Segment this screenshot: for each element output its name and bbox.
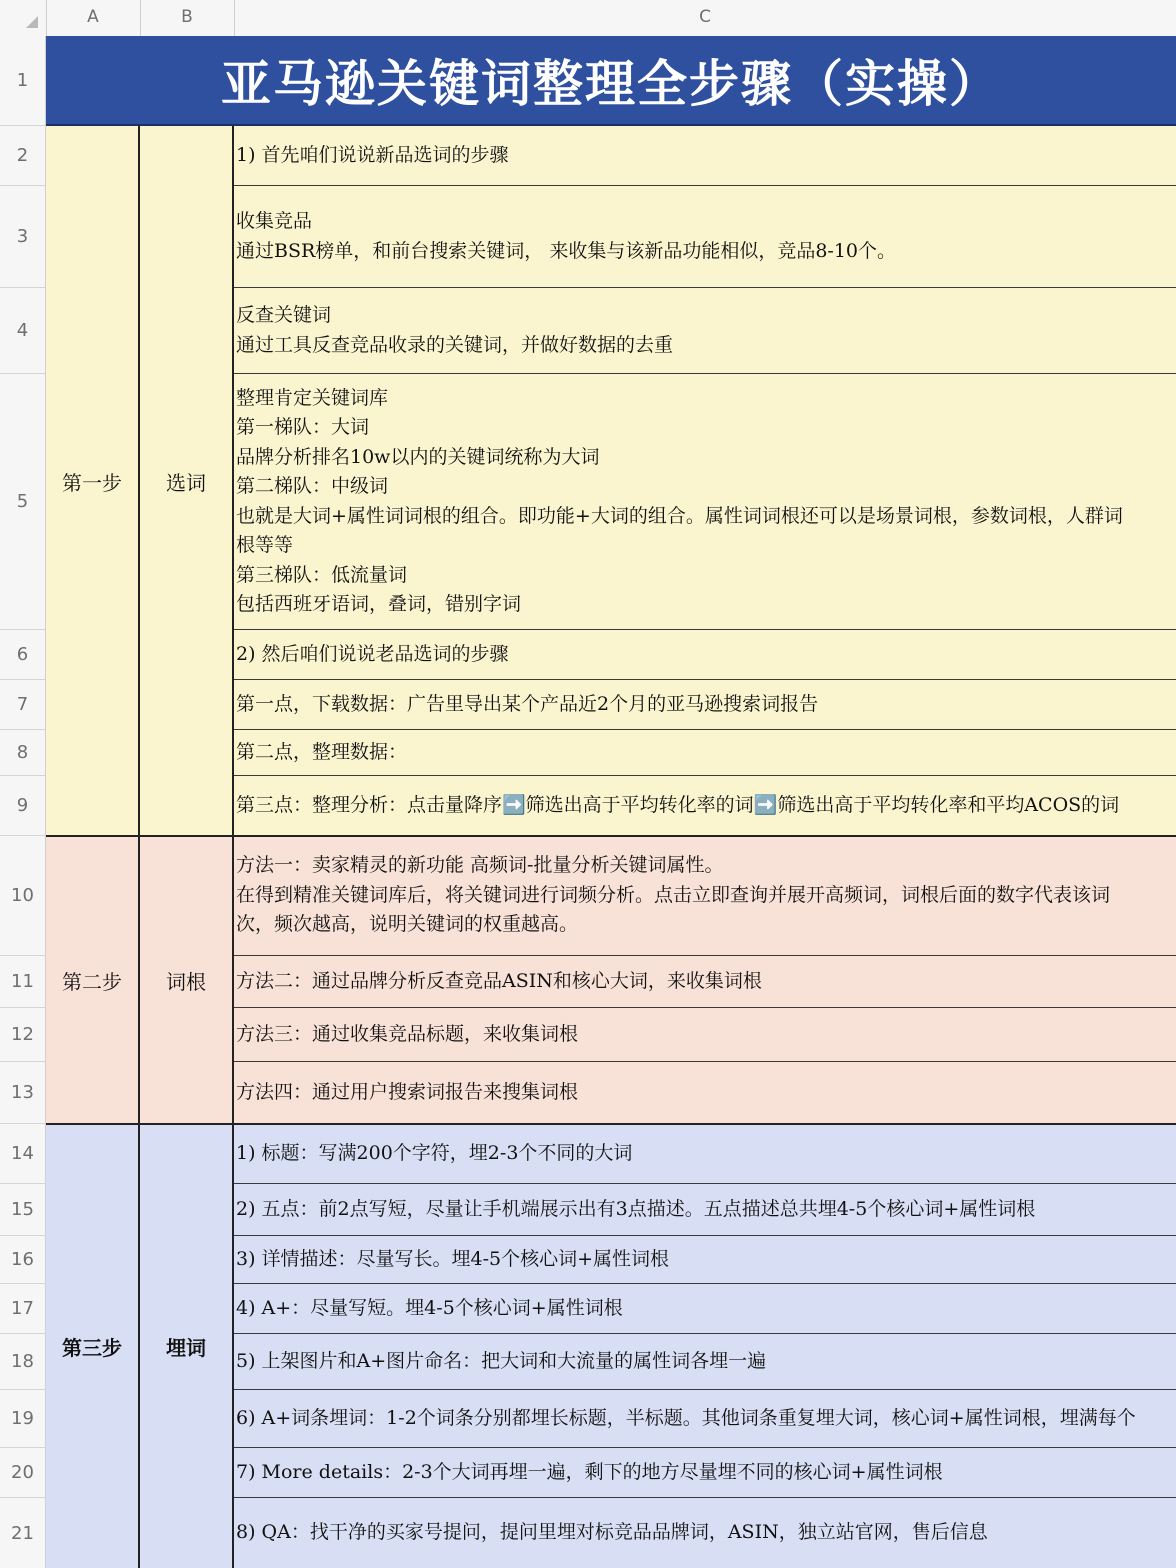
cell-c2[interactable] [234, 126, 1176, 186]
row-header-3[interactable]: 3 [0, 186, 46, 288]
cell-line: 第二点，整理数据： [236, 740, 408, 763]
cell-c11[interactable] [234, 956, 1176, 1008]
cell-line: 方法三：通过收集竞品标题，来收集词根 [236, 1022, 579, 1045]
section-divider [46, 835, 1176, 837]
step1-label[interactable]: 第一步 [46, 126, 140, 836]
column-header-c[interactable]: C [699, 7, 711, 27]
cell-line: 包括西班牙语词，叠词，错别字词 [236, 593, 522, 615]
cell-c13[interactable] [234, 1062, 1176, 1124]
select-all-corner[interactable] [0, 0, 47, 36]
step3-label[interactable]: 第三步 [46, 1124, 140, 1568]
cell-c10[interactable] [234, 836, 1176, 956]
row-header-21[interactable]: 21 [0, 1498, 46, 1568]
row-header-11[interactable]: 11 [0, 956, 46, 1008]
cell-line: 第三梯队：低流量词 [236, 563, 408, 586]
cell-line: 也就是大词+属性词词根的组合。即功能+大词的组合。属性词词根还可以是场景词根，参数词根，人群词 [236, 504, 1123, 527]
cell-line: 第一点，下载数据：广告里导出某个产品近2个月的亚马逊搜索词报告 [236, 692, 819, 715]
cell-c20[interactable] [234, 1448, 1176, 1498]
cell-line: 根等等 [236, 534, 294, 556]
cell-line: 第三点：整理分析：点击量降序➡️筛选出高于平均转化率的词➡️筛选出高于平均转化率和平均ACOS的词 [236, 793, 1120, 816]
cell-line: 5) 上架图片和A+图片命名：把大词和大流量的属性词各埋一遍 [236, 1349, 767, 1372]
row-header-16[interactable]: 16 [0, 1236, 46, 1284]
cell-line: 第二梯队：中级词 [236, 475, 389, 497]
cell-c5[interactable] [234, 374, 1176, 630]
cell-line: 在得到精准关键词库后，将关键词进行词频分析。点击立即查询并展开高频词，词根后面的数字代表该词 [236, 883, 1111, 906]
cell-line: 1) 标题：写满200个字符，埋2-3个不同的大词 [236, 1141, 633, 1164]
cell-line: 1) 首先咱们说说新品选词的步骤 [236, 143, 509, 166]
cell-c12[interactable] [234, 1008, 1176, 1062]
step2-category[interactable]: 词根 [140, 836, 234, 1124]
cell-line: 8) QA：找干净的买家号提问，提问里埋对标竞品品牌词，ASIN，独立站官网，售后信息 [236, 1521, 988, 1544]
cell-line: 第一梯队：大词 [236, 416, 370, 438]
cell-line: 通过BSR榜单，和前台搜索关键词， 来收集与该新品功能相似，竞品8-10个。 [236, 239, 897, 262]
cell-c7[interactable] [234, 680, 1176, 730]
cell-c4[interactable] [234, 288, 1176, 374]
column-header-a[interactable]: A [46, 0, 141, 36]
cell-line: 方法四：通过用户搜索词报告来搜集词根 [236, 1080, 579, 1103]
cell-line: 2) 五点：前2点写短，尽量让手机端展示出有3点描述。五点描述总共埋4-5个核心词+属性词根 [236, 1197, 1036, 1220]
cell-line: 方法二：通过品牌分析反查竞品ASIN和核心大词，来收集词根 [236, 969, 762, 992]
cell-c17[interactable] [234, 1284, 1176, 1334]
section-divider [46, 1123, 1176, 1125]
cell-c3[interactable] [234, 186, 1176, 288]
cell-line: 2) 然后咱们说说老品选词的步骤 [236, 642, 509, 665]
column-header-b[interactable]: B [140, 0, 235, 36]
cell-line: 通过工具反查竞品收录的关键词，并做好数据的去重 [236, 333, 674, 356]
row-header-12[interactable]: 12 [0, 1008, 46, 1062]
cell-line: 7) More details：2-3个大词再埋一遍，剩下的地方尽量埋不同的核心词+属性词根 [236, 1460, 943, 1483]
cell-line: 整理肯定关键词库 [236, 386, 389, 409]
cell-line: 6) A+词条埋词：1-2个词条分别都埋长标题，半标题。其他词条重复埋大词，核心词+属性词根，埋满每个 [236, 1406, 1136, 1429]
cell-c21[interactable] [234, 1498, 1176, 1568]
step2-label[interactable]: 第二步 [46, 836, 140, 1124]
cell-c14[interactable] [234, 1124, 1176, 1184]
cell-c6[interactable] [234, 630, 1176, 680]
row-header-15[interactable]: 15 [0, 1184, 46, 1236]
cell-c18[interactable] [234, 1334, 1176, 1390]
cell-c15[interactable] [234, 1184, 1176, 1236]
sheet-title[interactable]: 亚马逊关键词整理全步骤（实操） [46, 36, 1176, 126]
row-header-13[interactable]: 13 [0, 1062, 46, 1124]
step1-category[interactable]: 选词 [140, 126, 234, 836]
row-header-1[interactable]: 1 [0, 36, 46, 126]
cell-c9[interactable] [234, 776, 1176, 836]
cell-line: 3) 详情描述：尽量写长。埋4-5个核心词+属性词根 [236, 1247, 670, 1270]
row-header-20[interactable]: 20 [0, 1448, 46, 1498]
cell-c16[interactable] [234, 1236, 1176, 1284]
row-header-17[interactable]: 17 [0, 1284, 46, 1334]
cell-line: 次，频次越高，说明关键词的权重越高。 [236, 913, 579, 936]
row-header-8[interactable]: 8 [0, 730, 46, 776]
cell-line: 收集竞品 [236, 210, 313, 232]
row-header-6[interactable]: 6 [0, 630, 46, 680]
row-header-19[interactable]: 19 [0, 1390, 46, 1448]
select-all-icon [26, 16, 38, 28]
row-header-7[interactable]: 7 [0, 680, 46, 730]
row-header-10[interactable]: 10 [0, 836, 46, 956]
step3-category[interactable]: 埋词 [140, 1124, 234, 1568]
row-header-5[interactable]: 5 [0, 374, 46, 630]
cell-line: 方法一：卖家精灵的新功能 高频词-批量分析关键词属性。 [236, 854, 724, 877]
cell-line: 反查关键词 [236, 304, 332, 326]
row-header-4[interactable]: 4 [0, 288, 46, 374]
row-header-2[interactable]: 2 [0, 126, 46, 186]
row-header-18[interactable]: 18 [0, 1334, 46, 1390]
cell-line: 4) A+：尽量写短。埋4-5个核心词+属性词根 [236, 1296, 623, 1319]
cell-line: 品牌分析排名10w以内的关键词统称为大词 [236, 445, 600, 468]
row-header-14[interactable]: 14 [0, 1124, 46, 1184]
cell-c19[interactable] [234, 1390, 1176, 1448]
cell-c8[interactable] [234, 730, 1176, 776]
row-header-9[interactable]: 9 [0, 776, 46, 836]
column-header-bar [0, 0, 1176, 37]
